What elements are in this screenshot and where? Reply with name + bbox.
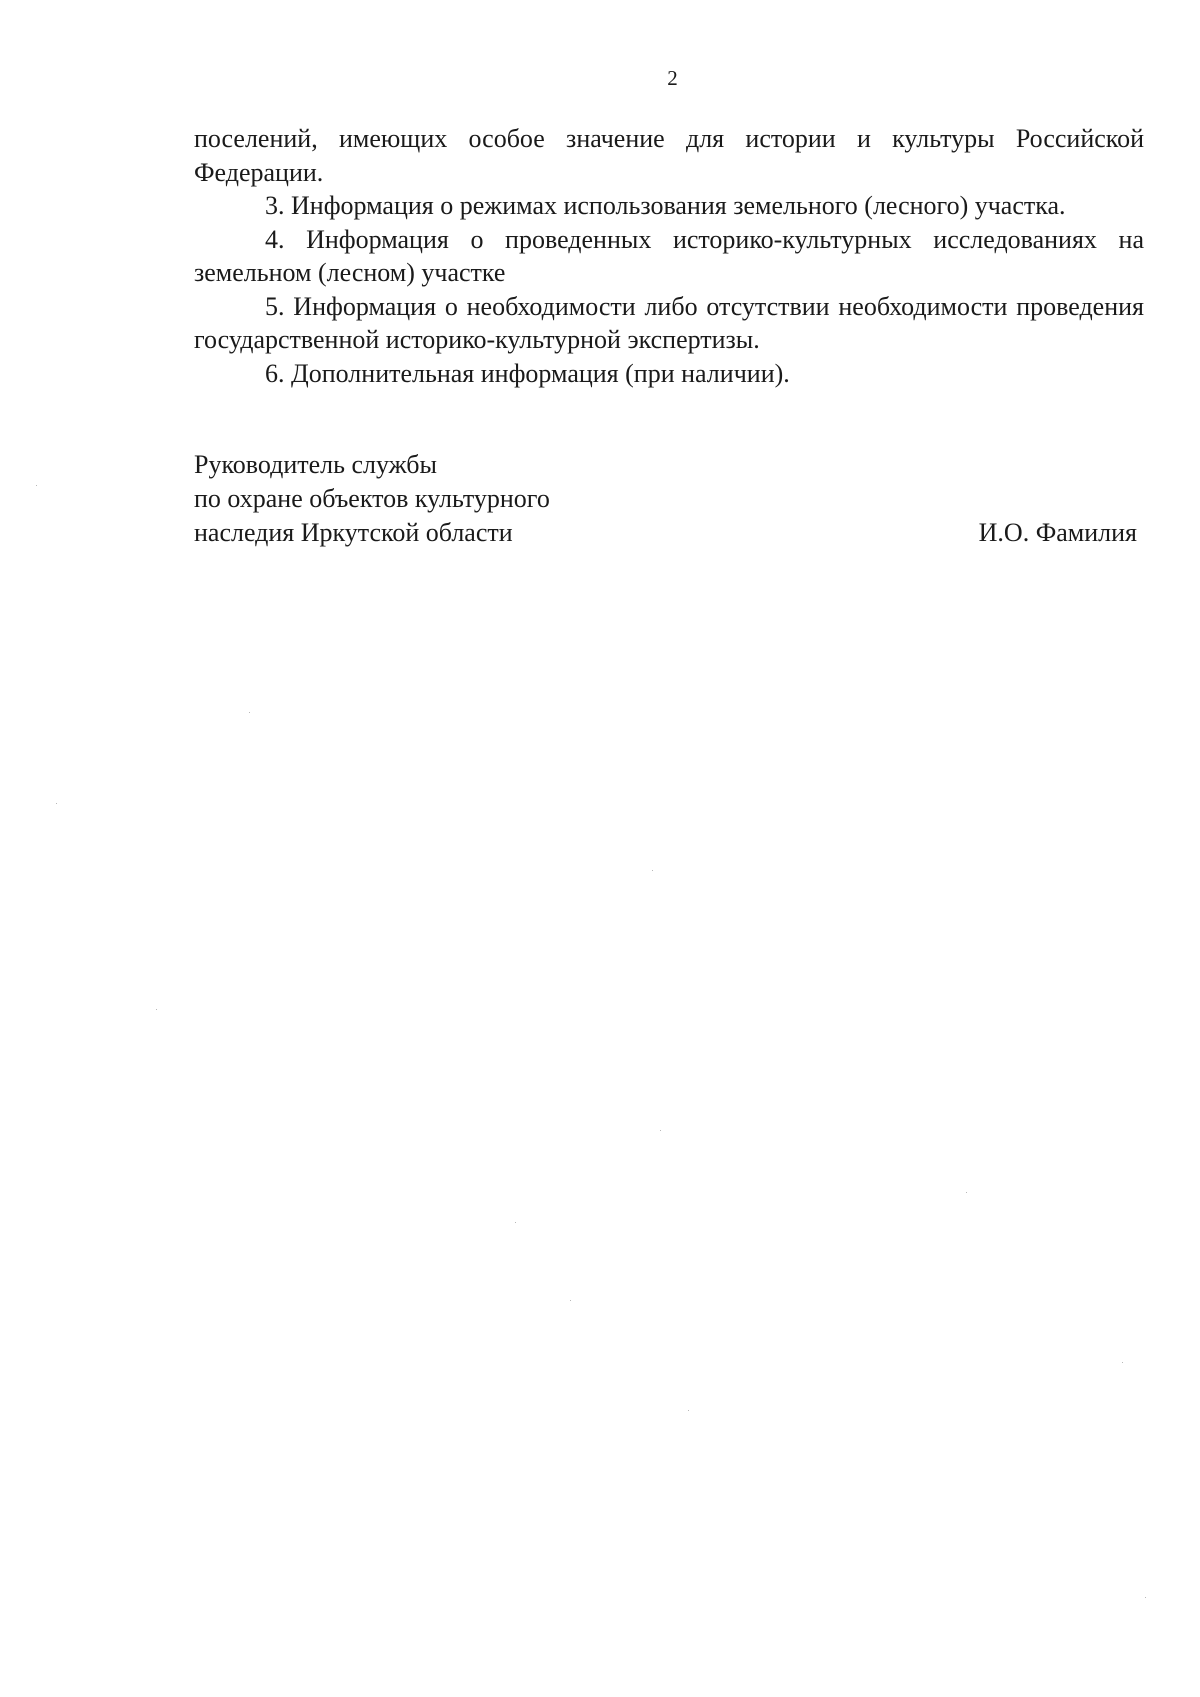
paragraph-continuation: поселений, имеющих особое значение для истории и культуры Российской Федерации.: [194, 124, 1144, 187]
scan-speck: [156, 1009, 157, 1010]
scan-speck: [56, 803, 57, 804]
scan-speck: [1145, 1597, 1146, 1598]
scan-speck: [966, 1192, 967, 1193]
scan-speck: [688, 1410, 689, 1411]
document-body: [194, 122, 1144, 390]
scan-speck: [570, 1300, 571, 1301]
scan-speck: [249, 712, 250, 713]
paragraph-item-3: 3. Информация о режимах использования земельного (лесного) участка.: [265, 191, 1066, 220]
scan-speck: [660, 1130, 661, 1131]
signature-block: [194, 448, 1144, 550]
page-number: 2: [667, 66, 678, 90]
scan-speck: [1122, 1362, 1123, 1363]
signatory-title-line: Руководитель службы: [194, 450, 437, 479]
paragraph-item-4: 4. Информация о проведенных историко-культурных исследованиях на земельном (лесном) участке: [194, 224, 1144, 287]
signatory-name: И.О. Фамилия: [978, 518, 1137, 547]
signatory-title-line: наследия Иркутской области: [194, 518, 513, 547]
scan-speck: [515, 1222, 516, 1223]
paragraph-item-6: 6. Дополнительная информация (при наличии).: [265, 358, 790, 388]
scan-speck: [36, 485, 37, 486]
paragraph-item-5: 5. Информация о необходимости либо отсутствии необходимости проведения государственной историко-культурной экспертизы.: [194, 291, 1144, 354]
signatory-title-line: по охране объектов культурного: [194, 484, 550, 513]
scan-speck: [652, 870, 653, 871]
